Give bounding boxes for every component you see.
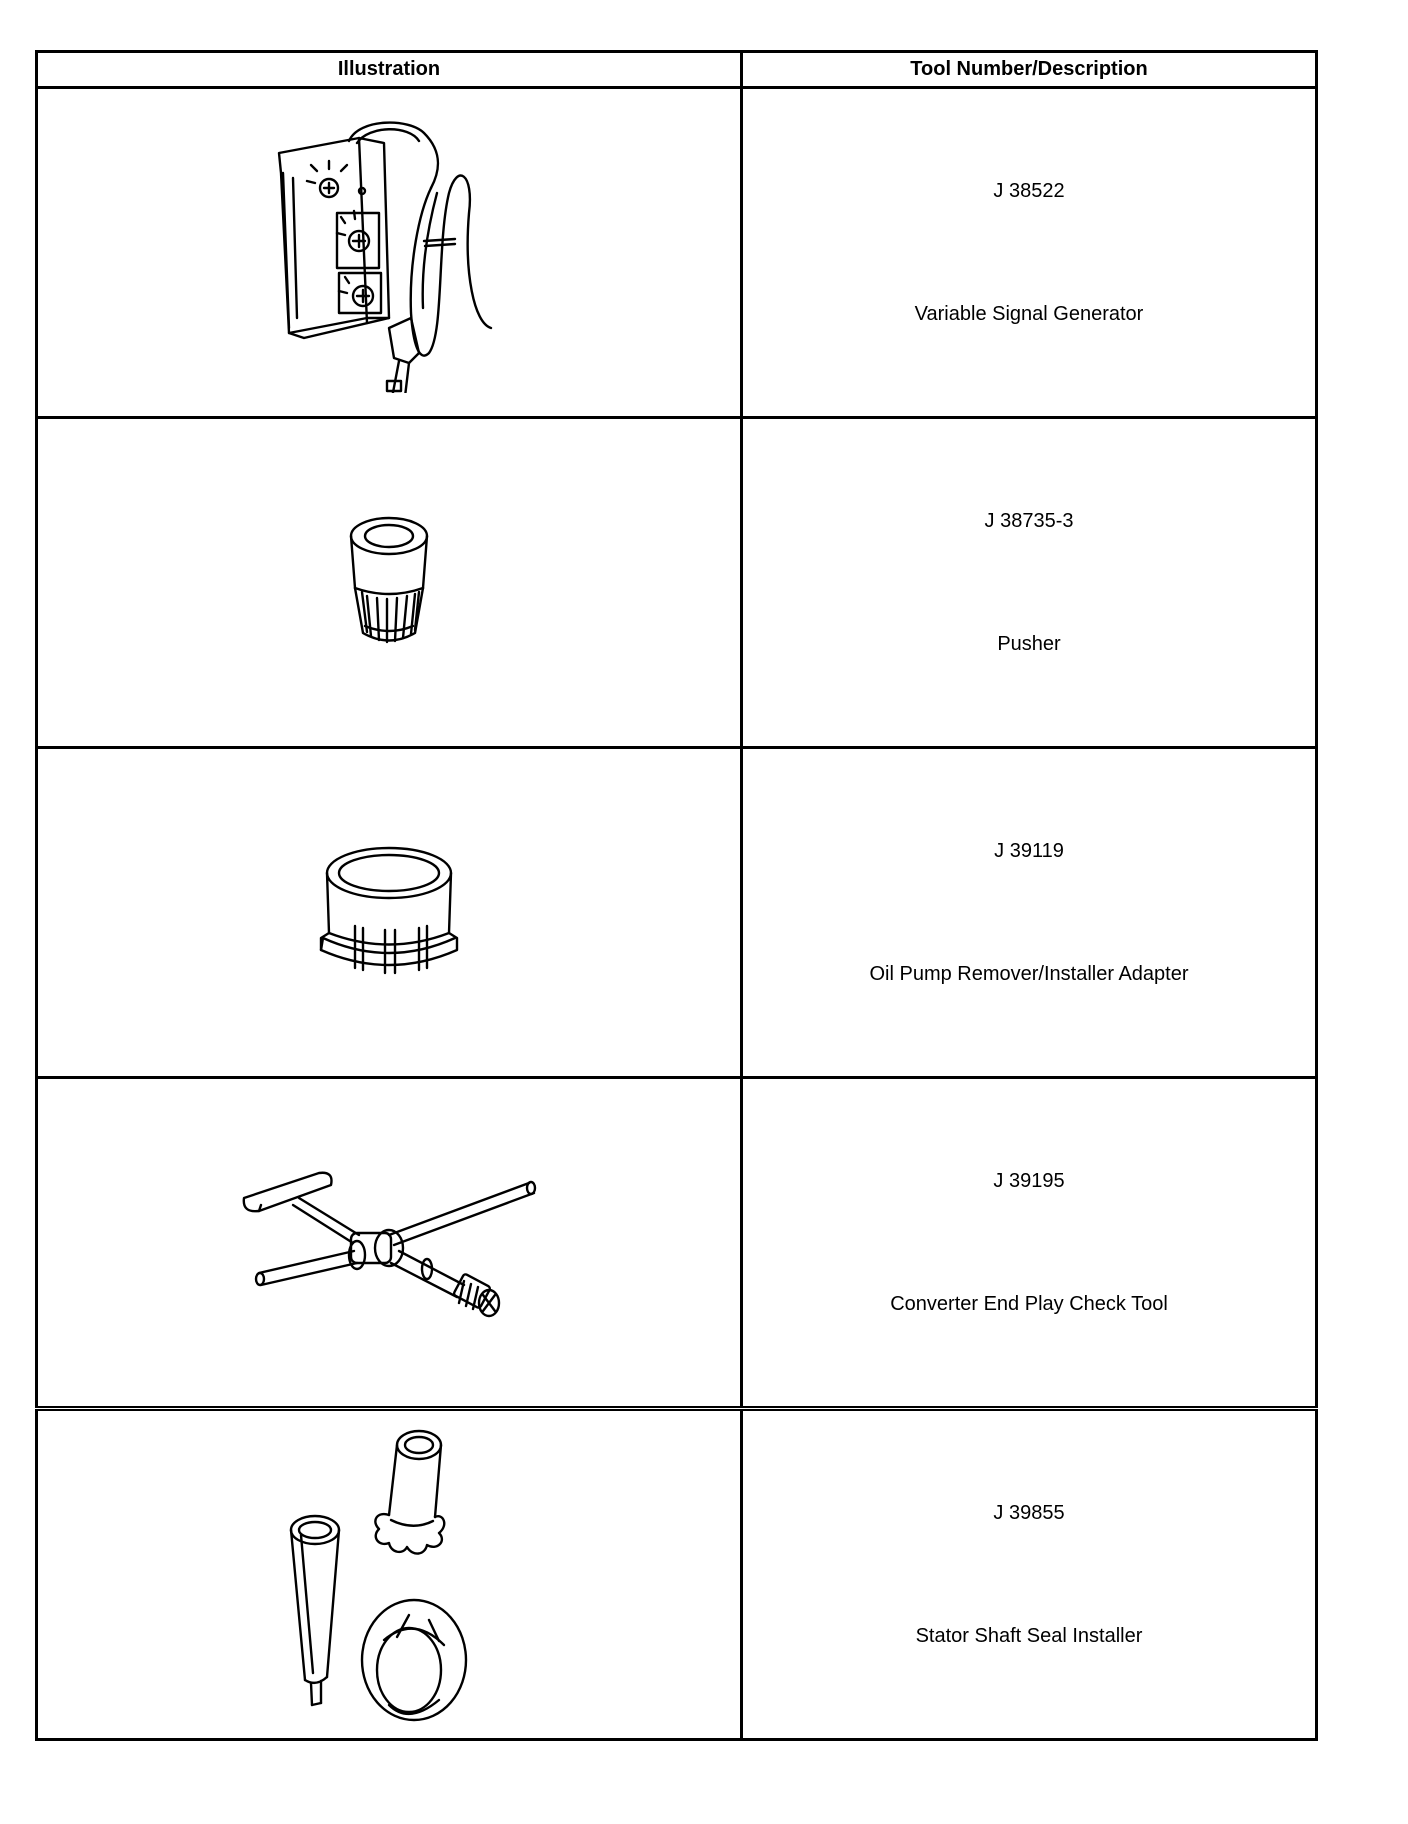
description-cell — [742, 1078, 1317, 1409]
adapter-icon — [299, 838, 479, 988]
tool-number: J 39855 — [993, 1501, 1065, 1524]
table-row — [37, 1078, 1317, 1409]
illustration-cell — [37, 418, 742, 748]
table-row — [37, 1409, 1317, 1740]
description-cell — [742, 418, 1317, 748]
tool-description: Stator Shaft Seal Installer — [915, 1624, 1143, 1647]
tool-number: J 38522 — [993, 179, 1065, 202]
tool-description: Oil Pump Remover/Installer Adapter — [869, 962, 1189, 985]
tool-number: J 39119 — [994, 839, 1064, 862]
tool-description: Converter End Play Check Tool — [890, 1292, 1168, 1315]
header-illustration: Illustration — [37, 52, 742, 88]
end-play-check-tool-icon — [239, 1163, 539, 1323]
pusher-icon — [329, 508, 449, 658]
description-cell — [742, 88, 1317, 418]
tool-number: J 39195 — [993, 1169, 1065, 1192]
header-tool-number-description: Tool Number/Description — [742, 52, 1317, 88]
description-cell — [742, 1409, 1317, 1740]
header-row — [37, 52, 1317, 88]
illustration-cell — [37, 1409, 742, 1740]
tool-number: J 38735-3 — [984, 509, 1074, 532]
table-row — [37, 88, 1317, 418]
table-row — [37, 418, 1317, 748]
illustration-cell — [37, 748, 742, 1078]
tool-description: Pusher — [997, 632, 1061, 655]
description-cell — [742, 748, 1317, 1078]
illustration-cell — [37, 88, 742, 418]
special-tools-table — [35, 50, 1318, 1741]
seal-installer-icon — [279, 1415, 499, 1735]
signal-generator-icon — [259, 113, 519, 393]
tool-description: Variable Signal Generator — [914, 302, 1144, 325]
illustration-cell — [37, 1078, 742, 1409]
table-row — [37, 748, 1317, 1078]
